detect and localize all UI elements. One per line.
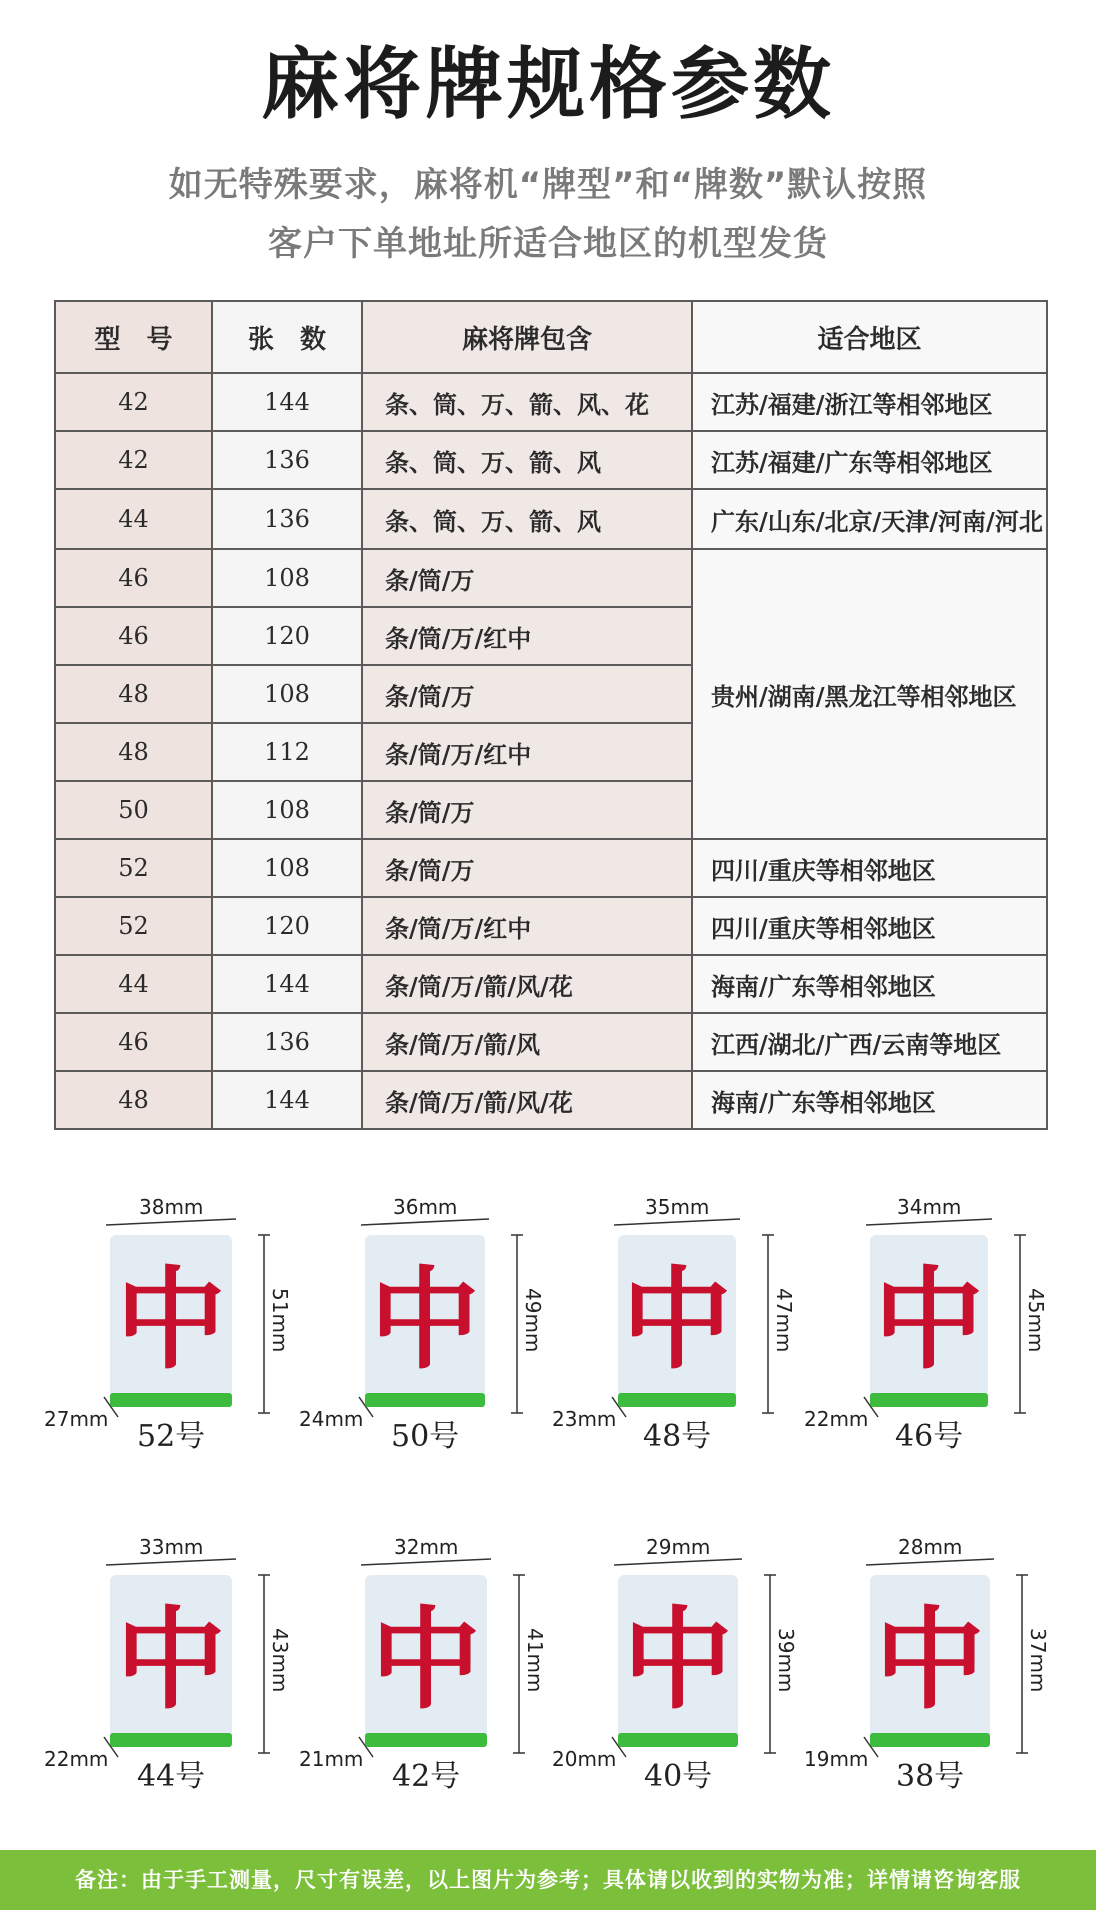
header-content: 麻将牌包含 [362,301,692,373]
cell-region: 广东/山东/北京/天津/河南/河北 [692,489,1047,549]
cell-region: 四川/重庆等相邻地区 [692,897,1047,955]
cell-count: 120 [212,607,362,665]
tile-height-label: 39mm [774,1628,798,1693]
tile-height-label: 47mm [772,1288,796,1353]
tile-width-label: 29mm [646,1535,711,1559]
table-row [55,839,1047,897]
tile-card [295,1195,545,1455]
table-row [55,897,1047,955]
tile-height-label: 45mm [1024,1288,1048,1353]
hongzhong-glyph: 中 [370,1256,480,1384]
cell-content: 条/筒/万/红中 [362,897,692,955]
width-dimension-line [614,1219,740,1225]
hongzhong-glyph: 中 [623,1596,733,1724]
cell-content: 条/筒/万 [362,839,692,897]
tile-card [40,1195,290,1455]
cell-model: 52 [55,839,212,897]
header-model: 型 号 [55,301,212,373]
hongzhong-glyph: 中 [875,1596,985,1724]
tile-depth-label: 19mm [804,1747,869,1771]
cell-model: 48 [55,1071,212,1129]
cell-model: 50 [55,781,212,839]
tile-depth-label: 22mm [804,1407,869,1431]
tile-width-label: 36mm [393,1195,458,1219]
table-row [55,549,1047,607]
cell-content: 条、筒、万、箭、风 [362,431,692,489]
header-count: 张 数 [212,301,362,373]
width-dimension-line [106,1219,236,1225]
tile-depth-label: 22mm [44,1747,109,1771]
tile-model-label: 52号 [137,1419,206,1454]
tile-height-label: 41mm [523,1628,547,1693]
cell-count: 144 [212,373,362,431]
cell-model: 44 [55,955,212,1013]
tile-model-label: 40号 [644,1759,713,1794]
tile-base [870,1393,988,1407]
tile-width-label: 34mm [897,1195,962,1219]
tile-model-label: 50号 [391,1419,460,1454]
hongzhong-glyph: 中 [874,1256,984,1384]
cell-region: 江苏/福建/广东等相邻地区 [692,431,1047,489]
cell-model: 42 [55,431,212,489]
cell-count: 136 [212,1013,362,1071]
table-row [55,373,1047,431]
table-row [55,1071,1047,1129]
cell-count: 108 [212,549,362,607]
cell-region-merged: 贵州/湖南/黑龙江等相邻地区 [692,549,1047,839]
tile-base [365,1393,485,1407]
subtitle-line-2: 客户下单地址所适合地区的机型发货 [268,224,828,264]
spec-table [54,300,1048,1130]
tile-model-label: 46号 [895,1419,964,1454]
cell-content: 条/筒/万 [362,781,692,839]
subtitle-line-1: 如无特殊要求，麻将机“牌型”和“牌数”默认按照 [168,165,928,205]
cell-region: 四川/重庆等相邻地区 [692,839,1047,897]
cell-model: 52 [55,897,212,955]
tile-width-label: 32mm [394,1535,459,1559]
tile-model-label: 42号 [392,1759,461,1794]
cell-region: 江西/湖北/广西/云南等地区 [692,1013,1047,1071]
tile-width-label: 38mm [139,1195,204,1219]
cell-count: 120 [212,897,362,955]
tile-width-label: 33mm [139,1535,204,1559]
header-region: 适合地区 [692,301,1047,373]
cell-content: 条/筒/万/箭/风 [362,1013,692,1071]
cell-content: 条/筒/万/箭/风/花 [362,955,692,1013]
cell-model: 46 [55,549,212,607]
tile-base [870,1733,990,1747]
tile-base [365,1733,487,1747]
tile-depth-label: 21mm [299,1747,364,1771]
tile-width-label: 35mm [645,1195,710,1219]
tile-base [110,1733,232,1747]
cell-model: 44 [55,489,212,549]
tile-base [618,1733,738,1747]
tile-depth-label: 20mm [552,1747,617,1771]
cell-count: 108 [212,781,362,839]
cell-count: 108 [212,839,362,897]
tile-card [548,1195,798,1455]
width-dimension-line [866,1219,992,1225]
tile-card [40,1535,290,1795]
cell-model: 48 [55,665,212,723]
tile-height-label: 37mm [1026,1628,1050,1693]
cell-region: 江苏/福建/浙江等相邻地区 [692,373,1047,431]
tile-height-label: 43mm [268,1628,292,1693]
tile-base [618,1393,736,1407]
cell-count: 136 [212,489,362,549]
cell-content: 条/筒/万 [362,549,692,607]
table-row [55,1013,1047,1071]
tile-card [800,1195,1050,1455]
cell-count: 144 [212,1071,362,1129]
cell-content: 条/筒/万 [362,665,692,723]
tile-width-label: 28mm [898,1535,963,1559]
hongzhong-glyph: 中 [622,1256,732,1384]
footer-note: 备注：由于手工测量，尺寸有误差，以上图片为参考；具体请以收到的实物为准；详情请咨询客服 [0,1850,1096,1910]
tile-card [800,1535,1050,1795]
cell-model: 48 [55,723,212,781]
cell-model: 42 [55,373,212,431]
cell-count: 136 [212,431,362,489]
tile-card [295,1535,545,1795]
width-dimension-line [106,1559,236,1565]
tile-depth-label: 27mm [44,1407,109,1431]
cell-content: 条、筒、万、箭、风、花 [362,373,692,431]
table-row [55,955,1047,1013]
tile-card [548,1535,798,1795]
width-dimension-line [614,1559,742,1565]
cell-count: 112 [212,723,362,781]
table-row [55,431,1047,489]
cell-content: 条/筒/万/红中 [362,607,692,665]
tile-model-label: 44号 [137,1759,206,1794]
table-header-row [55,301,1047,373]
tile-depth-label: 24mm [299,1407,364,1431]
tile-height-label: 49mm [521,1288,545,1353]
tile-model-label: 48号 [643,1419,712,1454]
tile-model-label: 38号 [896,1759,965,1794]
width-dimension-line [866,1559,994,1565]
cell-content: 条、筒、万、箭、风 [362,489,692,549]
cell-content: 条/筒/万/红中 [362,723,692,781]
tile-base [110,1393,232,1407]
tile-depth-label: 23mm [552,1407,617,1431]
tile-height-label: 51mm [268,1288,292,1353]
cell-region: 海南/广东等相邻地区 [692,955,1047,1013]
cell-content: 条/筒/万/箭/风/花 [362,1071,692,1129]
table-row [55,489,1047,549]
hongzhong-glyph: 中 [371,1596,481,1724]
cell-count: 144 [212,955,362,1013]
hongzhong-glyph: 中 [116,1596,226,1724]
width-dimension-line [361,1219,489,1225]
cell-model: 46 [55,1013,212,1071]
hongzhong-glyph: 中 [116,1256,226,1384]
cell-region: 海南/广东等相邻地区 [692,1071,1047,1129]
cell-count: 108 [212,665,362,723]
page-title: 麻将牌规格参数 [260,40,835,130]
width-dimension-line [361,1559,491,1565]
cell-model: 46 [55,607,212,665]
